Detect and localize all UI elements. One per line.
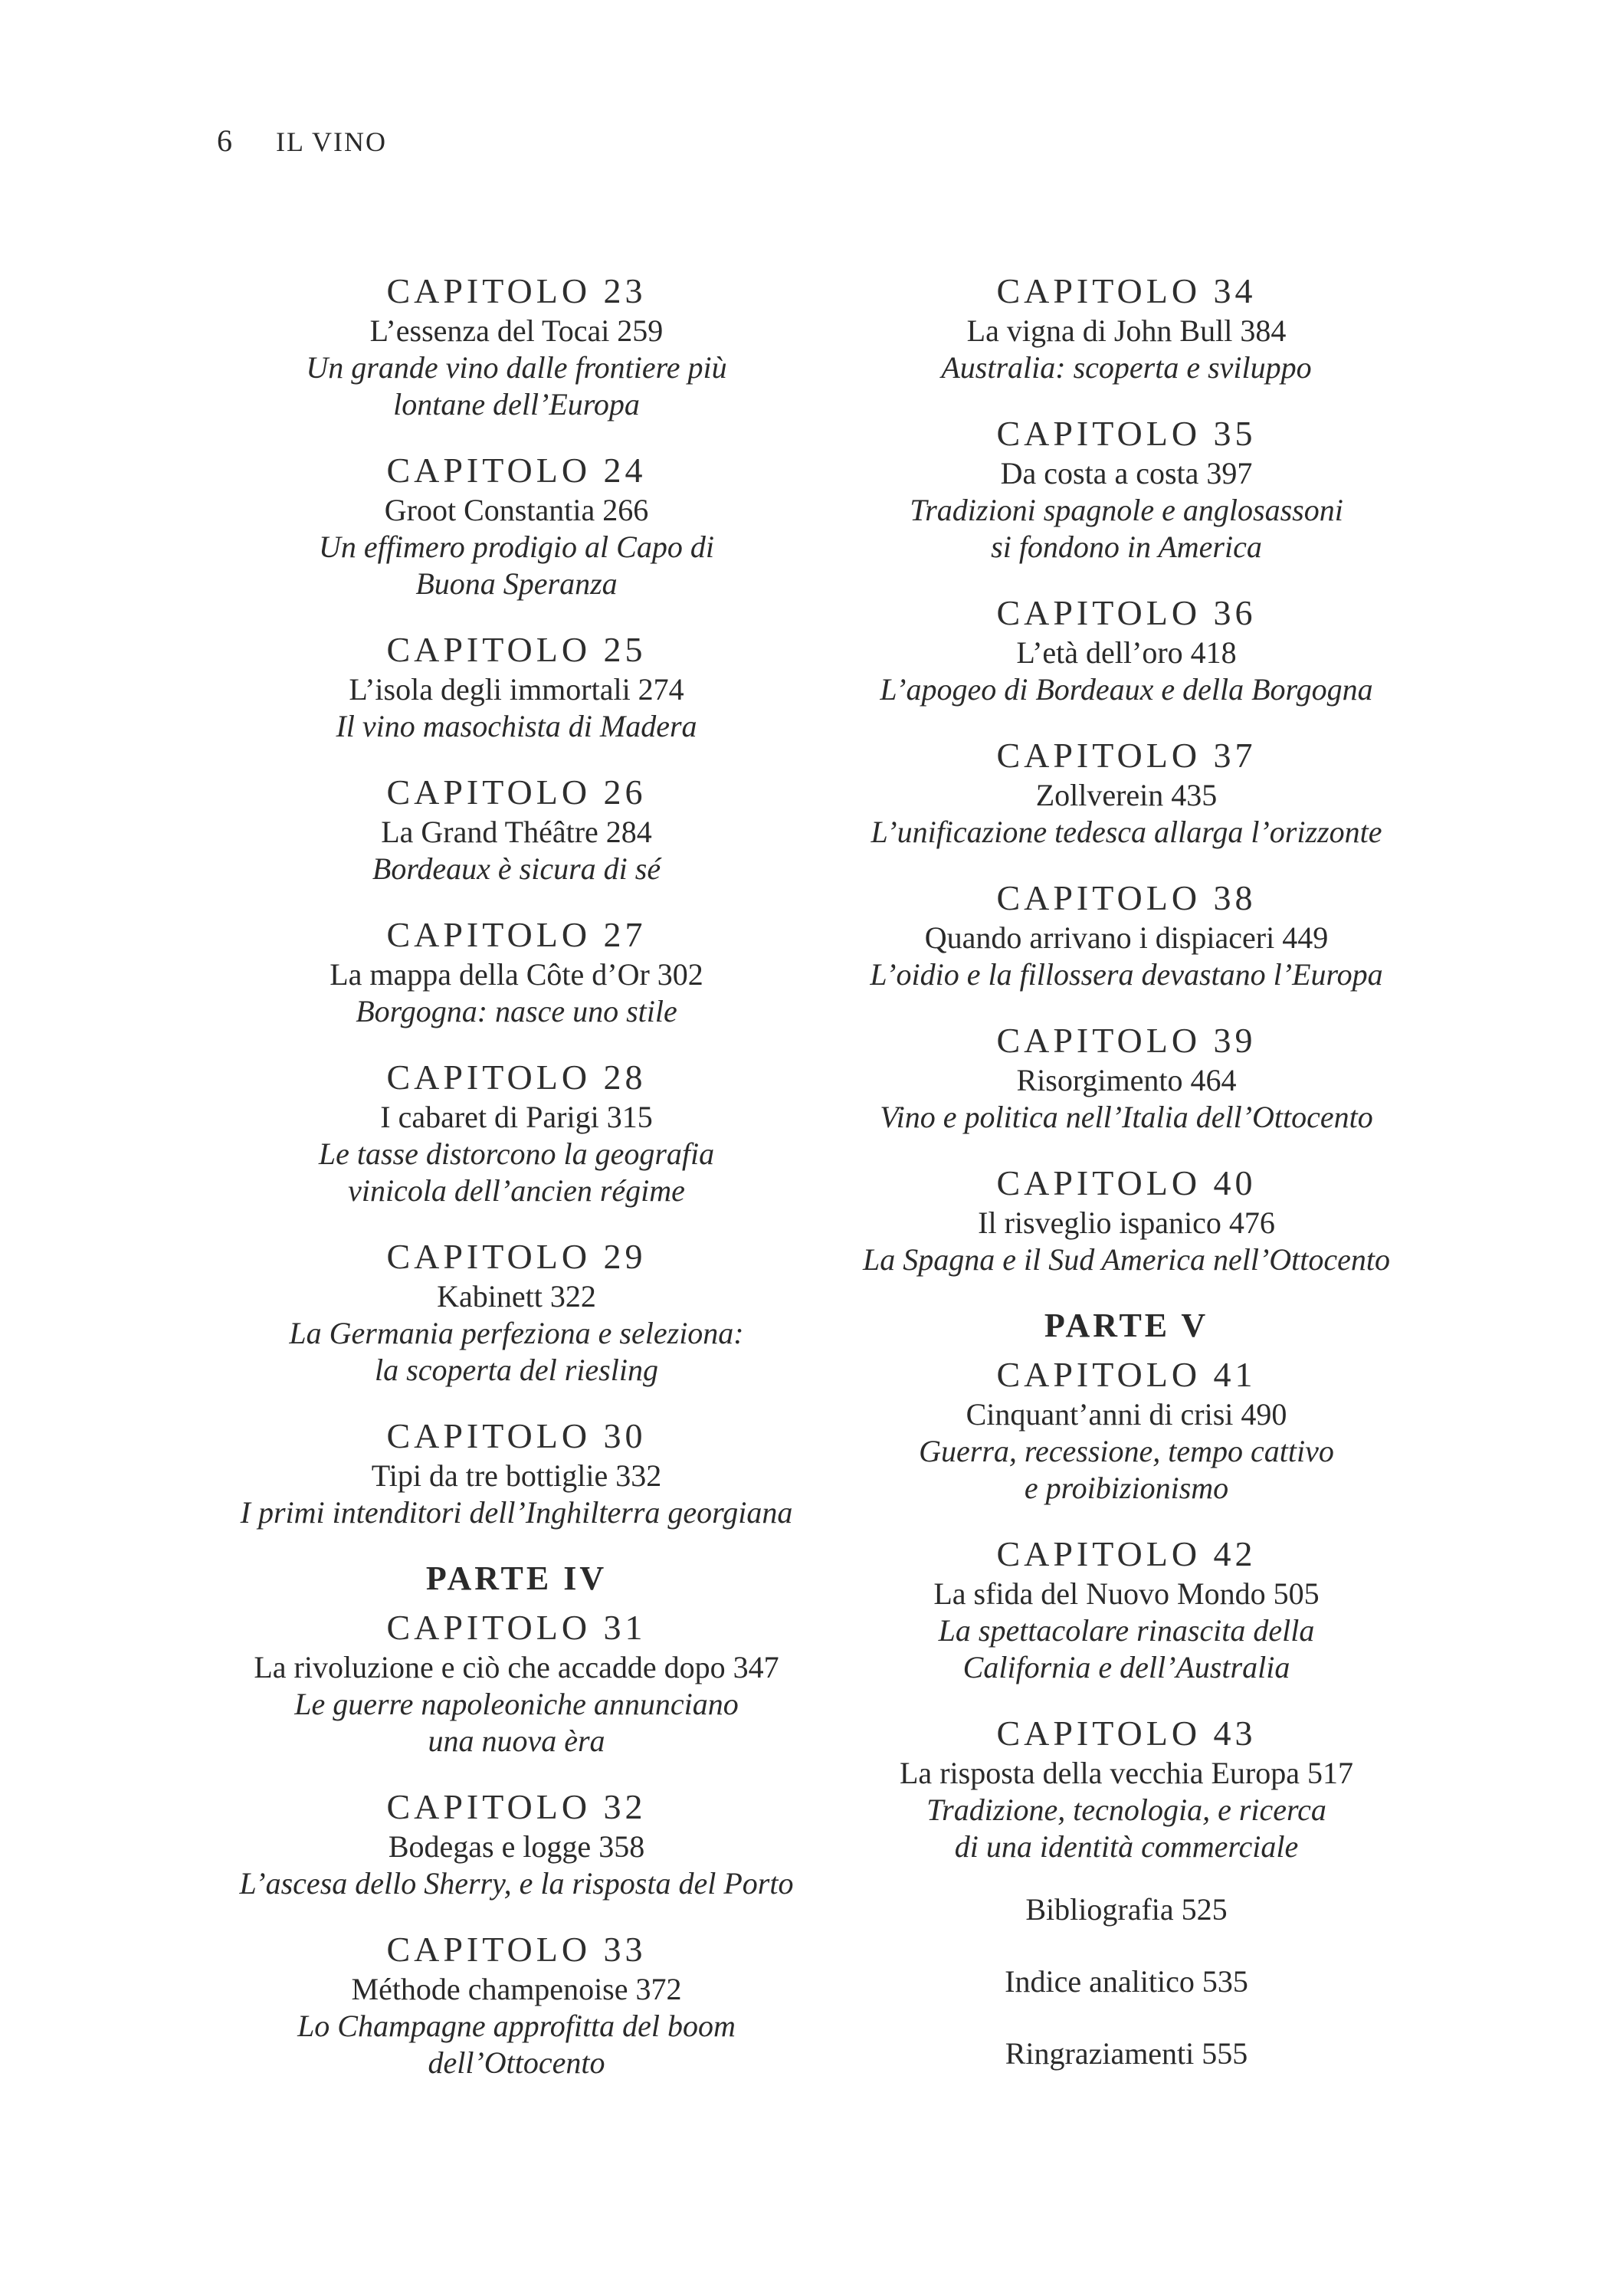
- toc-entry: [782, 734, 1471, 851]
- chapter-subtitle-line: la scoperta del riesling: [375, 1353, 658, 1387]
- chapter-title: L’essenza del Tocai 259: [369, 313, 664, 348]
- toc-chapter-group: [172, 270, 861, 1531]
- part-heading: PARTE IV: [425, 1560, 608, 1597]
- toc-entry: [172, 628, 861, 745]
- back-matter-list: [782, 1891, 1471, 2072]
- chapter-title: La vigna di John Bull 384: [966, 313, 1287, 348]
- chapter-label: CAPITOLO 33: [386, 1930, 647, 1969]
- chapter-label: CAPITOLO 34: [996, 271, 1257, 310]
- chapter-label: CAPITOLO 43: [996, 1714, 1257, 1753]
- chapter-label: CAPITOLO 39: [996, 1021, 1257, 1060]
- chapter-label: CAPITOLO 37: [996, 736, 1257, 775]
- chapter-subtitle-line: Le guerre napoleoniche annunciano: [294, 1687, 739, 1721]
- running-head: [217, 123, 387, 159]
- chapter-title: La risposta della vecchia Europa 517: [900, 1756, 1353, 1790]
- chapter-subtitle-line: e proibizionismo: [1024, 1471, 1229, 1505]
- chapter-label: CAPITOLO 36: [996, 593, 1257, 632]
- chapter-subtitle-line: vinicola dell’ancien régime: [348, 1173, 685, 1208]
- chapter-label: CAPITOLO 41: [996, 1355, 1257, 1394]
- chapter-subtitle-line: una nuova èra: [428, 1724, 605, 1758]
- chapter-label: CAPITOLO 24: [386, 451, 647, 490]
- chapter-subtitle-line: I primi intenditori dell’Inghilterra georgiana: [240, 1495, 793, 1530]
- chapter-subtitle-line: Tradizione, tecnologia, e ricerca: [926, 1793, 1326, 1827]
- chapter-subtitle-line: La Germania perfeziona e seleziona:: [289, 1316, 744, 1350]
- back-matter-item: Bibliografia 525: [1025, 1892, 1228, 1927]
- chapter-title: Bodegas e logge 358: [388, 1829, 645, 1864]
- toc-entry: [172, 1606, 861, 1760]
- toc-entry: [782, 1019, 1471, 1136]
- toc-entry: [782, 1712, 1471, 1865]
- chapter-title: Da costa a costa 397: [1000, 456, 1253, 490]
- chapter-subtitle-line: lontane dell’Europa: [393, 387, 640, 421]
- toc-entry: [172, 1786, 861, 1902]
- chapter-title: Quando arrivano i dispiaceri 449: [924, 920, 1329, 955]
- chapter-title: Méthode champenoise 372: [351, 1972, 682, 2006]
- toc-entry: [172, 913, 861, 1030]
- chapter-subtitle-line: Le tasse distorcono la geografia: [318, 1137, 715, 1171]
- chapter-title: Tipi da tre bottiglie 332: [371, 1458, 662, 1493]
- chapter-subtitle-line: L’oidio e la fillossera devastano l’Europa: [870, 957, 1383, 992]
- chapter-subtitle-line: Lo Champagne approfitta del boom: [297, 2009, 736, 2043]
- chapter-subtitle-line: La spettacolare rinascita della: [938, 1613, 1315, 1648]
- toc-chapter-group: [782, 1353, 1471, 1865]
- chapter-label: CAPITOLO 38: [996, 878, 1257, 917]
- chapter-subtitle-line: Un grande vino dalle frontiere più: [306, 350, 727, 385]
- toc-entry: [172, 1056, 861, 1209]
- toc-entry: [172, 270, 861, 423]
- chapter-label: CAPITOLO 23: [386, 271, 647, 310]
- chapter-subtitle-line: Vino e politica nell’Italia dell’Ottocento: [880, 1100, 1373, 1134]
- toc-entry: [782, 592, 1471, 708]
- toc-chapter-group: [782, 270, 1471, 1278]
- chapter-label: CAPITOLO 42: [996, 1534, 1257, 1573]
- toc-right-column: [782, 270, 1471, 2107]
- chapter-label: CAPITOLO 29: [386, 1237, 647, 1276]
- chapter-title: La Grand Théâtre 284: [381, 815, 652, 849]
- chapter-subtitle-line: Guerra, recessione, tempo cattivo: [919, 1434, 1334, 1468]
- chapter-label: CAPITOLO 25: [386, 630, 647, 669]
- toc-entry: [172, 449, 861, 602]
- page-number: 6: [217, 123, 233, 158]
- chapter-subtitle-line: Bordeaux è sicura di sé: [372, 851, 661, 886]
- chapter-label: CAPITOLO 31: [386, 1608, 647, 1647]
- chapter-title: Cinquant’anni di crisi 490: [966, 1397, 1287, 1432]
- chapter-title: L’età dell’oro 418: [1016, 635, 1237, 670]
- chapter-title: I cabaret di Parigi 315: [380, 1100, 653, 1134]
- chapter-subtitle-line: L’ascesa dello Sherry, e la risposta del Porto: [239, 1866, 794, 1901]
- toc-entry: [172, 1235, 861, 1389]
- chapter-title: Kabinett 322: [437, 1279, 596, 1314]
- chapter-title: La rivoluzione e ciò che accadde dopo 347: [254, 1650, 779, 1684]
- toc-entry: [172, 1415, 861, 1531]
- running-title: IL VINO: [276, 126, 387, 157]
- chapter-subtitle-line: Buona Speranza: [415, 566, 618, 601]
- toc-entry: [782, 1353, 1471, 1507]
- chapter-title: Groot Constantia 266: [384, 493, 649, 527]
- toc-chapter-group: [172, 1606, 861, 2081]
- chapter-subtitle-line: Borgogna: nasce uno stile: [356, 994, 677, 1028]
- toc-entry: [782, 1533, 1471, 1686]
- back-matter-item: Ringraziamenti 555: [1005, 2036, 1248, 2071]
- chapter-subtitle-line: di una identità commerciale: [954, 1829, 1299, 1864]
- chapter-title: La mappa della Côte d’Or 302: [330, 957, 703, 992]
- chapter-subtitle-line: si fondono in America: [991, 530, 1262, 564]
- chapter-title: Zollverein 435: [1035, 778, 1218, 812]
- back-matter-item: Indice analitico 535: [1005, 1964, 1248, 1999]
- toc-entry: [782, 412, 1471, 566]
- chapter-label: CAPITOLO 30: [386, 1416, 647, 1455]
- chapter-label: CAPITOLO 32: [386, 1787, 647, 1826]
- toc-entry: [172, 1928, 861, 2081]
- chapter-subtitle-line: Tradizioni spagnole e anglosassoni: [910, 493, 1343, 527]
- toc-entry: [782, 270, 1471, 386]
- toc-left-column: [172, 270, 861, 2107]
- chapter-subtitle-line: Il vino masochista di Madera: [336, 709, 697, 743]
- chapter-subtitle-line: dell’Ottocento: [428, 2045, 605, 2080]
- chapter-title: L’isola degli immortali 274: [349, 672, 684, 707]
- part-heading: PARTE V: [1044, 1307, 1209, 1344]
- chapter-label: CAPITOLO 35: [996, 414, 1257, 453]
- chapter-label: CAPITOLO 40: [996, 1163, 1257, 1202]
- chapter-subtitle-line: L’apogeo di Bordeaux e della Borgogna: [880, 672, 1373, 707]
- chapter-subtitle-line: La Spagna e il Sud America nell’Ottocento: [862, 1242, 1391, 1277]
- toc-entry: [782, 1162, 1471, 1278]
- chapter-label: CAPITOLO 28: [386, 1058, 647, 1097]
- chapter-subtitle-line: L’unificazione tedesca allarga l’orizzonte: [871, 815, 1382, 849]
- chapter-label: CAPITOLO 26: [386, 772, 647, 812]
- chapter-title: La sfida del Nuovo Mondo 505: [933, 1576, 1320, 1611]
- chapter-title: Il risveglio ispanico 476: [978, 1205, 1275, 1240]
- chapter-subtitle-line: Un effimero prodigio al Capo di: [319, 530, 714, 564]
- chapter-subtitle-line: California e dell’Australia: [962, 1650, 1290, 1684]
- chapter-title: Risorgimento 464: [1016, 1063, 1237, 1097]
- toc-entry: [172, 771, 861, 887]
- chapter-subtitle-line: Australia: scoperta e sviluppo: [941, 350, 1312, 385]
- chapter-label: CAPITOLO 27: [386, 915, 647, 954]
- toc-entry: [782, 877, 1471, 993]
